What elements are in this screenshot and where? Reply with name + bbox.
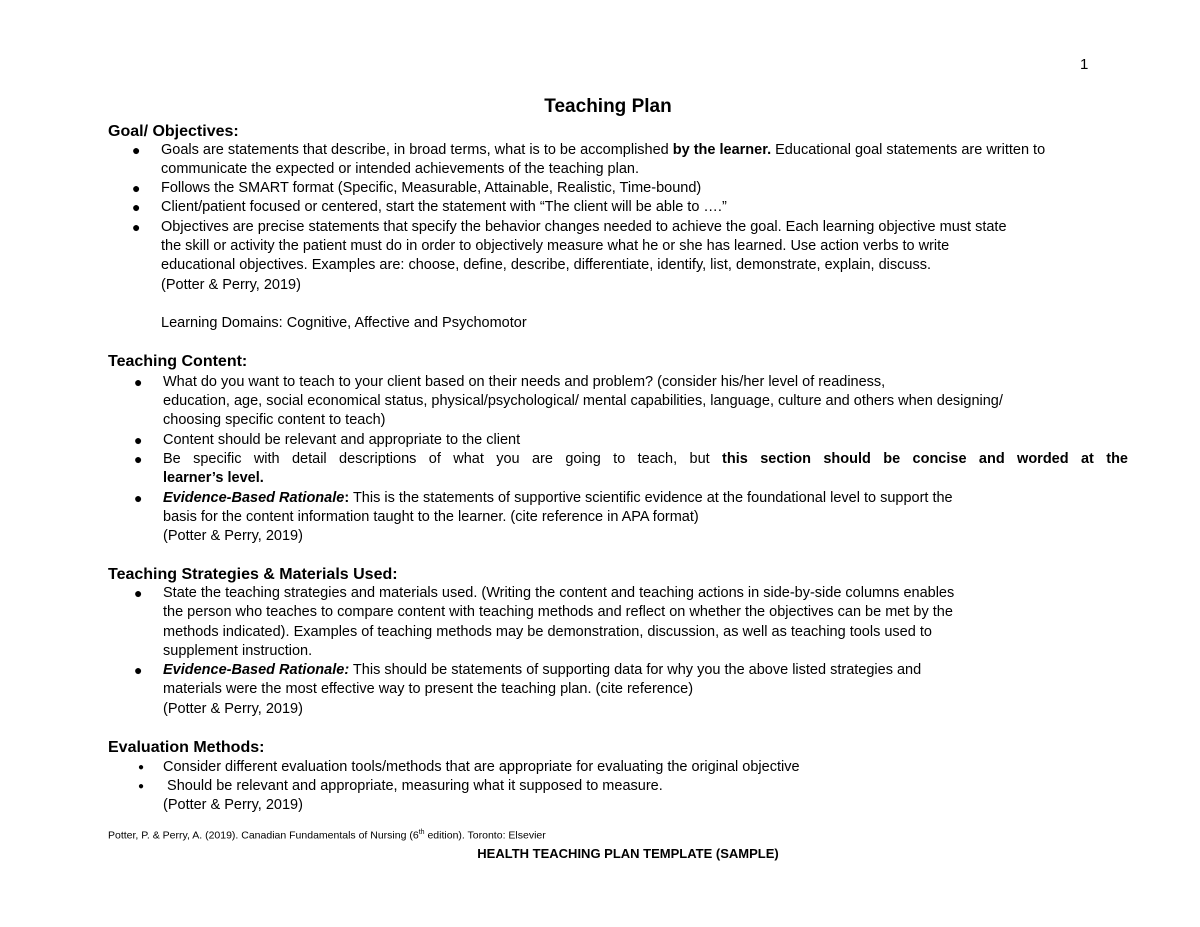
content-bullet-1-line-2: education, age, social economical status, physical/psychological/ mental capabilities, language, culture and others when designing/ (163, 393, 1003, 409)
goal-bullet-4-line-1: Objectives are precise statements that specify the behavior changes needed to achieve the goal. Each learning objective must state (161, 219, 1007, 235)
evaluation-bullet-1: Consider different evaluation tools/methods that are appropriate for evaluating the original objective (163, 759, 800, 775)
bullet-icon: ● (138, 762, 145, 773)
strategies-bullet-2-line-2: materials were the most effective way to present the teaching plan. (cite reference) (163, 681, 694, 697)
bullet-icon: ● (134, 451, 143, 467)
footer-title: HEALTH TEACHING PLAN TEMPLATE (SAMPLE) (477, 846, 779, 861)
evaluation-methods-heading: Evaluation Methods: (108, 739, 265, 756)
bullet-icon: ● (138, 781, 145, 792)
strategies-bullet-1-line-4: supplement instruction. (163, 643, 313, 659)
bullet-icon: ● (134, 662, 143, 678)
content-citation: (Potter & Perry, 2019) (163, 528, 303, 544)
goal-bullet-1-line-1: Goals are statements that describe, in broad terms, what is to be accomplished by the learner. Educational goal statements are written to (161, 142, 1046, 158)
goal-citation: (Potter & Perry, 2019) (161, 277, 301, 293)
bullet-icon: ● (134, 585, 143, 601)
teaching-strategies-heading: Teaching Strategies & Materials Used: (108, 566, 398, 583)
evaluation-citation: (Potter & Perry, 2019) (163, 797, 303, 813)
content-bullet-2: Content should be relevant and appropriate to the client (163, 432, 521, 448)
strategies-bullet-1-line-3: methods indicated). Examples of teaching methods may be demonstration, discussion, as well as teaching tools used to (163, 624, 932, 640)
teaching-content-heading: Teaching Content: (108, 353, 248, 370)
learning-domains: Learning Domains: Cognitive, Affective and Psychomotor (161, 315, 527, 331)
goal-objectives-heading: Goal/ Objectives: (108, 123, 239, 140)
evaluation-bullet-2: Should be relevant and appropriate, measuring what it supposed to measure. (163, 778, 663, 794)
goal-bullet-2: Follows the SMART format (Specific, Measurable, Attainable, Realistic, Time-bound) (161, 180, 702, 196)
bullet-icon: ● (134, 432, 143, 448)
content-bullet-1-line-3: choosing specific content to teach) (163, 412, 386, 428)
goal-bullet-4-line-3: educational objectives. Examples are: choose, define, describe, differentiate, identify, list, demonstrate, explain, discuss. (161, 257, 931, 273)
content-bullet-1-line-1: What do you want to teach to your client based on their needs and problem? (consider his/her level of readiness, (163, 374, 886, 390)
strategies-bullet-1-line-2: the person who teaches to compare content with teaching methods and reflect on whether the objectives can be met by the (163, 604, 953, 620)
bullet-icon: ● (132, 142, 141, 158)
goal-bullet-1-line-2: communicate the expected or intended achievements of the teaching plan. (161, 161, 639, 177)
bullet-icon: ● (132, 199, 141, 215)
goal-bullet-4-line-2: the skill or activity the patient must do in order to objectively measure what he or she has learned. Use action verbs to write (161, 238, 950, 254)
goal-bullet-3: Client/patient focused or centered, start the statement with “The client will be able to ….” (161, 199, 727, 215)
bullet-icon: ● (134, 490, 143, 506)
content-bullet-3-line-2: learner’s level. (163, 470, 264, 486)
bullet-icon: ● (132, 219, 141, 235)
bullet-icon: ● (132, 180, 141, 196)
strategies-bullet-1-line-1: State the teaching strategies and materials used. (Writing the content and teaching actions in side-by-side columns enables (163, 585, 955, 601)
strategies-citation: (Potter & Perry, 2019) (163, 701, 303, 717)
strategies-bullet-2-line-1: Evidence-Based Rationale: This should be statements of supporting data for why you the above listed strategies and (163, 662, 922, 678)
content-bullet-4-line-2: basis for the content information taught to the learner. (cite reference in APA format) (163, 509, 699, 525)
content-bullet-3-line-1: Be specific with detail descriptions of what you are going to teach, but this section should be concise and worded at the (163, 451, 1128, 467)
page-number: 1 (1080, 56, 1089, 73)
page-title: Teaching Plan (544, 96, 672, 117)
footer-reference: Potter, P. & Perry, A. (2019). Canadian Fundamentals of Nursing (6th edition). Toronto: Elsevier (108, 829, 546, 842)
content-bullet-4-line-1: Evidence-Based Rationale: This is the statements of supportive scientific evidence at the foundational level to support the (163, 490, 953, 506)
bullet-icon: ● (134, 374, 143, 390)
